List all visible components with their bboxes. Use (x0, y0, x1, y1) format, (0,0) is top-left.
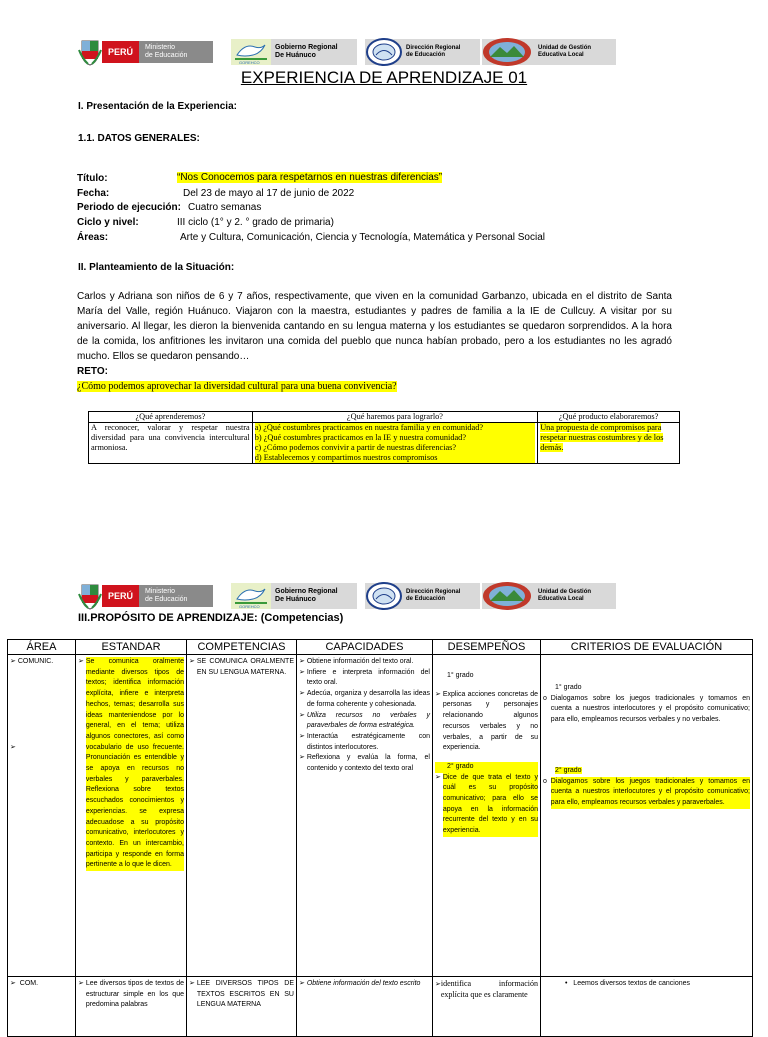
ugel-logo (482, 583, 616, 609)
table1-producto-cell: Una propuesta de compromisos para respetar nuestras costumbres y de los demás. (538, 423, 680, 464)
peru-shield-icon (78, 582, 102, 610)
dre-seal-icon (365, 38, 403, 66)
ciclo-value: III ciclo (1° y 2. ° grado de primaria) (177, 217, 334, 228)
section-heading-3: III.PROPÓSITO DE APRENDIZAJE: (Competencias) (78, 612, 344, 624)
section-heading-1: I. Presentación de la Experiencia: (78, 101, 237, 112)
table2-header-capacidades: CAPACIDADES (297, 640, 433, 655)
gore-label: Gobierno Regional De Huánuco (275, 44, 338, 59)
table2-row2-competencia: ➢ LEE DIVERSOS TIPOS DE TEXTOS ESCRITOS EN SU LENGUA MATERNA (187, 977, 297, 1037)
situation-paragraph: Carlos y Adriana son niños de 6 y 7 años, respectivamente, que viven en la comunidad Garbanzo, ubicada en el distrito de Santa María del Valle, región Huánuco. Viajaron con la maestra, estudiantes y padres de familia a la IE de Cullcuy. A visitar por su aniversario. Al llegar, les dieron la bienvenida cantando en su lengua materna y los estudiantes se quedaron sorprendidos. A la hora de la comida, los anfitriones les invitaron una comida del pueblo que nunca habían probado, pero a los estudiantes no les agradó mucho. Ellos se quedaron pensando… RETO: ¿Cómo podemos aprovechar la diversidad cultural para una buena convivencia? (77, 291, 672, 392)
capacidad-item: Interactúa estratégicamente con distintos interlocutores. (306, 732, 430, 751)
table1-aprenderemos-cell: A reconocer, valorar y respetar nuestra diversidad para una convivencia intercultural armoniosa. (89, 423, 253, 464)
capacidad-item: Obtiene información del texto oral. (306, 658, 414, 665)
peru-label: PERÚ (102, 585, 139, 607)
ciclo-label: Ciclo y nivel: (77, 217, 139, 228)
header-logos-bottom (78, 578, 648, 614)
table2-row1-estandar: ➢ Se comunica oralmente mediante diversos tipos de textos; identifica información explícita, infiere e interpreta hechos, temas; desarrolla sus ideas manteniendose por lo general, en el tema; utiliza algunos conectores, así como vocabulario de uso frecuente. Pronunciación es entendible y se apoya en recursos no verbales y paraverbales. Reflexiona sobre textos escuchados conocimientos y experiencias. se expresa adecuadose a su propósito comunicativo, interlocutores y contexto. En un intercambio, participa y responde en forma pertinente a lo que le dicen. (76, 655, 187, 977)
dre-logo (365, 39, 480, 65)
gore-bird-icon (231, 583, 271, 609)
capacidad-item: Reflexiona y evalúa la forma, el contenido y contexto del texto oral (306, 754, 430, 773)
ugel-label: Unidad de Gestión Educativa Local (538, 45, 592, 58)
gore-logo (231, 583, 357, 609)
peru-label: PERÚ (102, 41, 139, 63)
table2-row1-area: ➢ COMUNIC. ➢ (8, 655, 76, 977)
table2-header-estandar: ESTANDAR (76, 640, 187, 655)
reto-text: ¿Cómo podemos aprovechar la diversidad cultural para una buena convivencia? (77, 381, 397, 392)
minedu-label: Ministerio de Educación (139, 585, 213, 607)
capacidad-item: Utiliza recursos no verbales y paraverbales de forma estratégica. (306, 711, 430, 730)
areas-value: Arte y Cultura, Comunicación, Ciencia y Tecnología, Matemática y Personal Social (180, 232, 545, 243)
ugel-emblem-icon (482, 37, 532, 67)
table1-activity-a: a) ¿Qué costumbres practicamos en nuestra familia y en comunidad? (255, 423, 535, 433)
table1-haremos-cell (252, 423, 537, 464)
header-logos-top (78, 34, 648, 70)
table2-header-competencias: COMPETENCIAS (187, 640, 297, 655)
table1-activity-b: b) ¿Qué costumbres practicamos en la IE y nuestra comunidad? (255, 433, 535, 443)
table2-row2-estandar: ➢ Lee diversos tipos de textos de estructurar simple en los que predomina palabras (76, 977, 187, 1037)
table1-header-haremos: ¿Qué haremos para lograrlo? (252, 412, 537, 423)
ugel-emblem-icon (482, 581, 532, 611)
learning-plan-table (88, 411, 680, 464)
reto-label: RETO: (77, 366, 108, 377)
gore-label: Gobierno Regional De Huánuco (275, 588, 338, 603)
table2-row2-desempeno: ➢ identifica información explícita que es claramente (433, 977, 541, 1037)
table2-row1-desempenos: 1° grado ➢ Explica acciones concretas de personas y personajes relacionando algunos recursos verbales y no verbales, a partir de su experiencia. 2° grado ➢ Dice de que trata el texto y cuál es su propósito comunicativo; para ello se apoya en la información recurrente del texto y en su experiencia. (433, 655, 541, 977)
table2-header-area: ÁREA (8, 640, 76, 655)
areas-label: Áreas: (77, 232, 109, 243)
titulo-value: “Nos Conocemos para respetarnos en nuestras diferencias” (177, 172, 443, 183)
table2-row1-competencia: ➢ SE COMUNICA ORALMENTE EN SU LENGUA MATERNA. (187, 655, 297, 977)
document-title: EXPERIENCIA DE APRENDIZAJE 01 (240, 68, 528, 87)
fecha-label: Fecha: (77, 188, 110, 199)
table1-header-producto: ¿Qué producto elaboraremos? (538, 412, 680, 423)
table1-activity-d: d) Establecemos y compartimos nuestros compromisos (255, 453, 535, 463)
titulo-label: Título: (77, 173, 108, 184)
table2-row2-capacidad: ➢ Obtiene información del texto escrito (297, 977, 433, 1037)
section-heading-1-1: 1.1. DATOS GENERALES: (78, 133, 200, 144)
dre-logo (365, 583, 480, 609)
dre-label: Dirección Regional de Educación (406, 45, 461, 58)
table2-header-desempenos: DESEMPEÑOS (433, 640, 541, 655)
table2-row1-capacidades: ➢ Obtiene información del texto oral. ➢ Infiere e interpreta información del texto oral. ➢ Adecúa, organiza y desarrolla las ideas de forma coherente y cohesionada. ➢ Utiliza recursos no verbales y paraverbales de forma estratégica. ➢ Interactúa estratégicamente con distintos interlocutores. ➢ Reflexiona y evalúa la forma, el contenido y contexto del texto oral (297, 655, 433, 977)
table1-header-aprenderemos: ¿Qué aprenderemos? (89, 412, 253, 423)
minedu-logo (78, 581, 213, 611)
table2-header-criterios: CRITERIOS DE EVALUACIÓN (541, 640, 753, 655)
section-heading-2: II. Planteamiento de la Situación: (78, 262, 235, 273)
dre-label: Dirección Regional de Educación (406, 589, 461, 602)
minedu-logo (78, 37, 213, 67)
capacidad-item: Infiere e interpreta información del texto oral. (306, 668, 430, 687)
periodo-label: Periodo de ejecución: (77, 202, 181, 213)
table2-row2-criterio: • Leemos diversos textos de canciones (541, 977, 753, 1037)
gore-logo (231, 39, 357, 65)
peru-shield-icon (78, 38, 102, 66)
minedu-label: Ministerio de Educación (139, 41, 213, 63)
table2-row1-criterios: 1° grado o Dialogamos sobre los juegos tradicionales y tomamos en cuenta a nuestros interlocutores y el propósito comunicativo; para ello, empleamos recursos verbales y no verbales. 2° grado o Dialogamos sobre los juegos tradicionales y tomamos en cuenta a nuestros interlocutores y el propósito comunicativo; para ello, empleamos recursos verbales y paraverbales. (541, 655, 753, 977)
ugel-label: Unidad de Gestión Educativa Local (538, 589, 592, 602)
ugel-logo (482, 39, 616, 65)
capacidad-item: Adecúa, organiza y desarrolla las ideas de forma coherente y cohesionada. (306, 690, 430, 708)
fecha-value: Del 23 de mayo al 17 de junio de 2022 (183, 188, 355, 199)
svg-text:GOREHCO: GOREHCO (239, 604, 260, 609)
gore-bird-icon (231, 39, 271, 65)
competencies-table (7, 639, 753, 1037)
periodo-value: Cuatro semanas (188, 202, 262, 213)
table2-row2-area: ➢ COM. (8, 977, 76, 1037)
dre-seal-icon (365, 582, 403, 610)
svg-text:GOREHCO: GOREHCO (239, 60, 260, 65)
table1-activity-c: c) ¿Cómo podemos convivir a partir de nuestras diferencias? (255, 443, 535, 453)
